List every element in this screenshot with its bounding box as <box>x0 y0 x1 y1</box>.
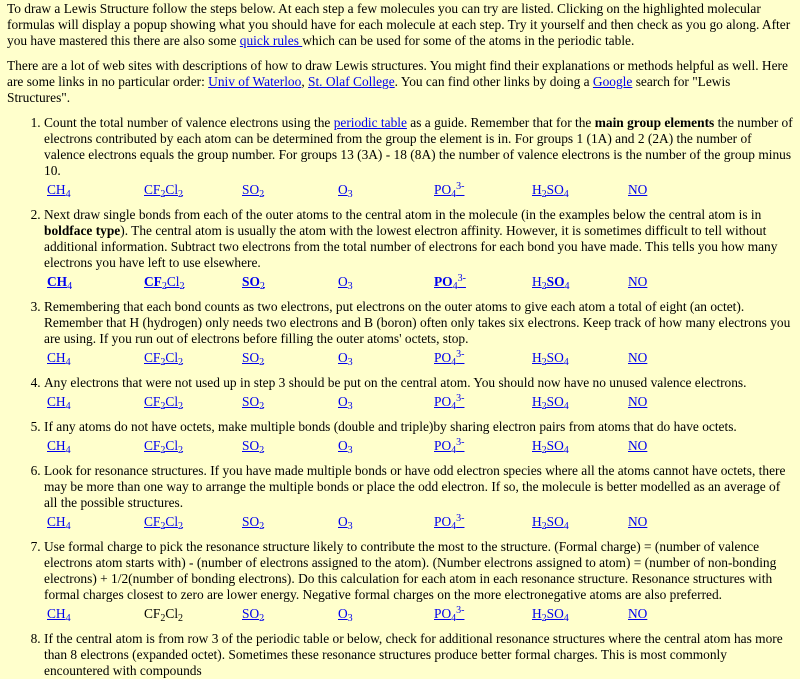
intro-paragraph-1 <box>7 1 794 49</box>
molecule-link-cf2cl2[interactable]: $CF_2Cl_2$ <box>144 350 184 368</box>
separator: , <box>301 74 309 89</box>
step-text: Remembering that each bond counts as two electrons, put electrons on the outer atoms to give each atom a total of eight (an octet). Remember that H (hydrogen) only needs two electrons and B (boron) often only takes six electrons. Keep track of how many electrons you are using. If you run out of electrons before filling the outer atoms' octets, stop. <box>44 299 791 346</box>
step-text: Use formal charge to pick the resonance structure likely to contribute the most to the structure. (Formal charge) = (number of valence electrons atom starts with) - (number of electrons assigned to the atom). (Number electrons assigned to atom) = (number of non-bonding electrons) + 1/2(number of bonding electrons). Do this calculation for each atom in each resonance structure. Resonance structures with formal charges closest to zero are lower energy. Negative formal charges on the more electronegative atoms are also preferred. <box>44 539 777 602</box>
molecule-row <box>47 606 794 626</box>
molecule-link-no[interactable]: NO <box>628 394 648 409</box>
step-text: as a guide. Remember that for the <box>406 115 595 130</box>
molecule-link-po4[interactable]: $PO_4^{3-}$ <box>434 605 465 624</box>
molecule-link-no[interactable]: NO <box>628 350 648 365</box>
step-text: If any atoms do not have octets, make multiple bonds (double and triple)by sharing electron pairs from atoms that do have octets. <box>44 419 737 434</box>
molecule-link-ch4[interactable]: $CH_4$ <box>47 606 71 624</box>
molecule-link-so2[interactable]: $SO_2$ <box>242 514 265 532</box>
molecule-row <box>47 182 794 202</box>
molecule-text-cf2cl2: $CF_2Cl_2$ <box>144 606 184 624</box>
intro-text-4: . You can find other links by doing a <box>394 74 593 89</box>
step-bold-text: boldface type <box>44 223 121 238</box>
molecule-link-ch4[interactable]: $CH_4$ <box>47 274 73 292</box>
molecule-link-cf2cl2[interactable]: $CF_2Cl_2$ <box>144 182 184 200</box>
molecule-link-o3[interactable]: $O_3$ <box>338 182 353 200</box>
molecule-link-h2so4[interactable]: $H_2SO_4$ <box>532 350 569 368</box>
step-text: Count the total number of valence electrons using the <box>44 115 334 130</box>
intro-text-3: There are a lot of web sites with descriptions of how to draw Lewis structures. You might find their explanations or methods helpful as well. Here are some links in no particular order: <box>7 58 788 89</box>
step-1 <box>44 115 794 202</box>
intro-text: To draw a Lewis Structure follow the steps below. At each step a few molecules you can try are listed. Clicking on the highlighted molecular formulas will display a popup showing what you should have for each molecule at each step. Try it yourself and then check as you go along. After you have mastered this there are also some <box>7 1 791 48</box>
molecule-link-h2so4[interactable]: $H_2SO_4$ <box>532 514 569 532</box>
molecule-link-ch4[interactable]: $CH_4$ <box>47 350 71 368</box>
molecule-link-h2so4[interactable]: $H_2SO_4$ <box>532 394 569 412</box>
molecule-row <box>47 514 794 534</box>
molecule-link-h2so4[interactable]: $H_2SO_4$ <box>532 606 569 624</box>
periodic-table-link[interactable]: periodic table <box>333 115 407 130</box>
molecule-link-o3[interactable]: $O_3$ <box>338 350 353 368</box>
molecule-link-po4[interactable]: $PO_4^{3-}$ <box>434 393 465 412</box>
molecule-link-o3[interactable]: $O_3$ <box>338 394 353 412</box>
molecule-link-no[interactable]: NO <box>628 182 648 197</box>
molecule-link-o3[interactable]: $O_3$ <box>338 438 353 456</box>
molecule-link-ch4[interactable]: $CH_4$ <box>47 394 71 412</box>
molecule-link-ch4[interactable]: $CH_4$ <box>47 182 71 200</box>
step-text: the number of electrons contributed by each atom can be determined from the group the element is in. For groups 1 (1A) and 2 (2A) the number of valence electrons equals the group number. For groups 13 (3A) - 18 (8A) the number of valence electrons is the number of the group minus 10. <box>44 115 793 178</box>
quick-rules-link[interactable]: quick rules <box>239 33 303 48</box>
step-5 <box>44 419 794 458</box>
step-2 <box>44 207 794 294</box>
molecule-link-so2[interactable]: $SO_2$ <box>242 182 265 200</box>
molecule-link-cf2cl2[interactable]: $CF_2Cl_2$ <box>144 274 185 292</box>
molecule-row <box>47 394 794 414</box>
step-4 <box>44 375 794 414</box>
step-text: Next draw single bonds from each of the outer atoms to the central atom in the molecule (in the examples below the central atom is in <box>44 207 762 222</box>
molecule-link-po4[interactable]: $PO_4^{3-}$ <box>434 273 466 292</box>
molecule-link-cf2cl2[interactable]: $CF_2Cl_2$ <box>144 438 184 456</box>
molecule-link-so2[interactable]: $SO_2$ <box>242 350 265 368</box>
step-3 <box>44 299 794 370</box>
molecule-link-no[interactable]: NO <box>628 274 648 289</box>
molecule-link-h2so4[interactable]: $H_2SO_4$ <box>532 182 569 200</box>
molecule-link-po4[interactable]: $PO_4^{3-}$ <box>434 437 465 456</box>
molecule-link-h2so4[interactable]: $H_2SO_4$ <box>532 274 570 292</box>
intro-paragraph-2 <box>7 58 794 106</box>
molecule-link-ch4[interactable]: $CH_4$ <box>47 438 71 456</box>
step-text: ). The central atom is usually the atom with the lowest electron affinity. However, it is sometimes difficult to tell without additional information. Subtract two electrons from the total number of electrons for each bond you have made. This tells you how many electrons you have left to use elsewhere. <box>44 223 778 270</box>
molecule-link-o3[interactable]: $O_3$ <box>338 274 353 292</box>
intro-text-5: search for "Lewis Structures". <box>7 74 731 105</box>
molecule-link-cf2cl2[interactable]: $CF_2Cl_2$ <box>144 394 184 412</box>
molecule-link-no[interactable]: NO <box>628 438 648 453</box>
molecule-link-po4[interactable]: $PO_4^{3-}$ <box>434 181 465 200</box>
step-6 <box>44 463 794 534</box>
waterloo-link[interactable]: Univ of Waterloo <box>208 74 302 89</box>
molecule-link-ch4[interactable]: $CH_4$ <box>47 514 71 532</box>
step-text: If the central atom is from row 3 of the periodic table or below, check for additional resonance structures where the central atom has more than 8 electrons (expanded octet). Sometimes these resonance structures produce better formal charges. This is most commonly encountered with compounds <box>44 631 783 678</box>
molecule-link-o3[interactable]: $O_3$ <box>338 514 353 532</box>
molecule-row <box>47 438 794 458</box>
molecule-link-so2[interactable]: $SO_2$ <box>242 606 265 624</box>
molecule-link-cf2cl2[interactable]: $CF_2Cl_2$ <box>144 514 184 532</box>
molecule-row <box>47 350 794 370</box>
molecule-link-po4[interactable]: $PO_4^{3-}$ <box>434 513 465 532</box>
molecule-link-so2[interactable]: $SO_2$ <box>242 438 265 456</box>
molecule-link-po4[interactable]: $PO_4^{3-}$ <box>434 349 465 368</box>
step-bold-text: main group elements <box>594 115 715 130</box>
molecule-link-h2so4[interactable]: $H_2SO_4$ <box>532 438 569 456</box>
molecule-row <box>47 274 794 294</box>
molecule-link-no[interactable]: NO <box>628 606 648 621</box>
step-text: Any electrons that were not used up in step 3 should be put on the central atom. You should now have no unused valence electrons. <box>44 375 747 390</box>
stolaf-link[interactable]: St. Olaf College <box>308 74 395 89</box>
step-8 <box>44 631 794 679</box>
steps-list <box>7 115 794 679</box>
step-7 <box>44 539 794 626</box>
google-link[interactable]: Google <box>592 74 633 89</box>
molecule-link-no[interactable]: NO <box>628 514 648 529</box>
molecule-link-so2[interactable]: $SO_2$ <box>242 274 265 292</box>
molecule-link-o3[interactable]: $O_3$ <box>338 606 353 624</box>
molecule-link-so2[interactable]: $SO_2$ <box>242 394 265 412</box>
step-text: Look for resonance structures. If you have made multiple bonds or have odd electron species where all the atoms cannot have octets, there may be more than one way to arrange the multiple bonds or place the odd electron. If so, the molecule is better modelled as an average of all the possible structures. <box>44 463 786 510</box>
intro-text-2: which can be used for some of the atoms in the periodic table. <box>302 33 635 48</box>
